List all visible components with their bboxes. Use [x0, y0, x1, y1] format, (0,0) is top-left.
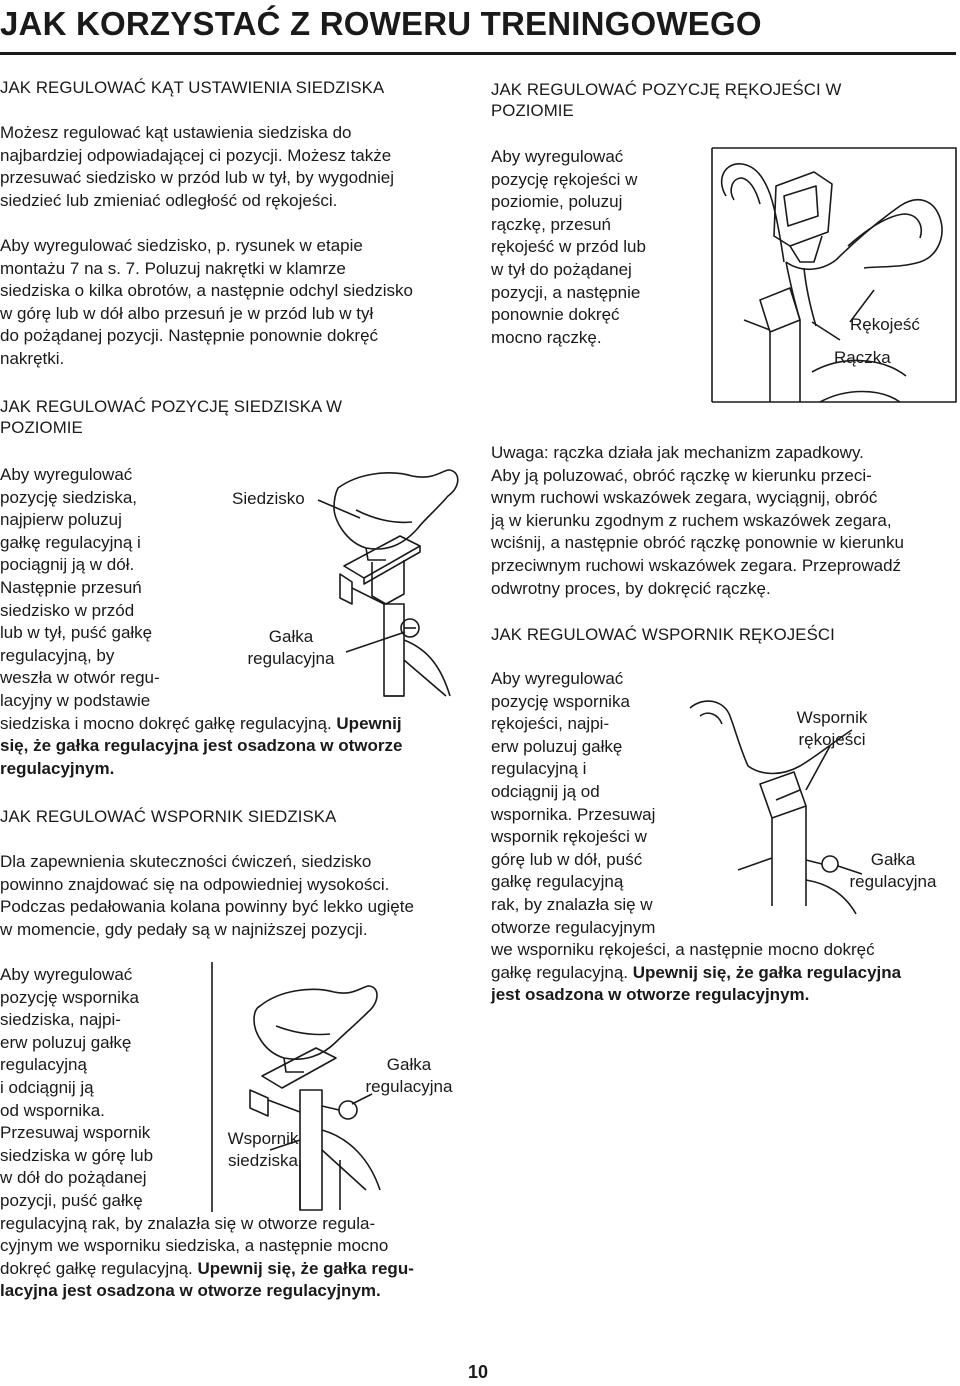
heading-line: POZIOMIE	[0, 418, 83, 437]
text-line: pociągnij ją w dół.	[0, 555, 135, 575]
text-line: lacyjny w podstawie	[0, 690, 151, 710]
label-line: Wspornik	[796, 708, 868, 727]
text-line: najpierw poluzuj	[0, 510, 122, 530]
page-number: 10	[467, 1362, 489, 1382]
text-line: Aby ją poluzować, obróć rączkę w kierunku przeci-	[491, 465, 872, 485]
text-line: cyjnym we wsporniku siedziska, a następnie mocno	[0, 1236, 389, 1256]
label-handle: Rączka	[834, 348, 891, 367]
text-line: siedziska, najpi-	[0, 1010, 121, 1030]
text-line: pozycji, puść gałkę	[0, 1190, 143, 1210]
text-line: weszła w otwór regu-	[0, 668, 160, 688]
seat-angle-heading: JAK REGULOWAĆ KĄT USTAWIENIA SIEDZISKA	[0, 78, 385, 97]
text-line: Aby wyregulować siedzisko, p. rysunek w etapie	[0, 236, 363, 255]
label-line: regulacyjna	[365, 1077, 453, 1096]
text-line: siedzisko w przód	[0, 600, 135, 620]
text-line: rękojeści, najpi-	[491, 714, 610, 734]
text-line: Uwaga: rączka działa jak mechanizm zapadkowy.	[491, 443, 864, 462]
label-line: regulacyjna	[849, 872, 937, 891]
text-line: Dla zapewnienia skuteczności ćwiczeń, siedzisko	[0, 852, 372, 871]
bold-text: jest osadzona w otworze regulacyjnym.	[491, 985, 810, 1005]
text-line: poziomie, poluzuj	[491, 192, 623, 212]
text-line: Aby wyregulować	[0, 465, 133, 484]
text-line: Przesuwaj wspornik	[0, 1123, 151, 1143]
text-line: pozycję siedziska,	[0, 487, 138, 507]
text-line: pozycję rękojeści w	[491, 169, 638, 189]
bold-text: Upewnij się, że gałka regu-	[197, 1258, 414, 1278]
text-line: przeciwnym ruchowi wskazówek zegara. Przeprowadź	[491, 555, 902, 575]
text-line: przesuwać siedzisko w przód lub w tył, by wygodniej	[0, 168, 395, 188]
bold-text: lacyjna jest osadzona w otworze regulacyjnym.	[0, 1281, 381, 1301]
text-span: siedziska i mocno dokręć gałkę regulacyjną.	[0, 713, 332, 733]
text-line: erw poluzuj gałkę	[0, 1032, 132, 1052]
text-line: Podczas pedałowania kolana powinny być lekko ugięte	[0, 897, 414, 917]
page-title: JAK KORZYSTAĆ Z ROWERU TRENINGOWEGO	[0, 5, 762, 42]
bold-text: regulacyjnym.	[0, 758, 115, 778]
text-line: otworze regulacyjnym	[491, 917, 656, 937]
text-line: regulacyjną	[0, 1055, 87, 1075]
text-line: regulacyjną, by	[0, 645, 115, 665]
heading-line: POZIOMIE	[491, 101, 574, 120]
bold-text: się, że gałka regulacyjna jest osadzona w otworze	[0, 736, 403, 756]
text-line: Aby wyregulować	[0, 965, 133, 984]
text-line: ją w kierunku zgodnym z ruchem wskazówek zegara,	[491, 510, 892, 530]
text-line: montażu 7 na s. 7. Poluzuj nakrętki w klamrze	[0, 258, 346, 278]
text-line: górę lub w dół, puść	[491, 849, 643, 869]
text-line: w tył do pożądanej	[491, 259, 632, 279]
text-line: do pożądanej pozycji. Następnie ponownie dokręć	[0, 326, 379, 346]
text-line: wspornika. Przesuwaj	[491, 804, 656, 824]
text-line: wnym ruchowi wskazówek zegara, wyciągnij, obróć	[491, 488, 878, 508]
text-line: lub w tył, puść gałkę	[0, 623, 153, 643]
handlebar-post-heading: JAK REGULOWAĆ WSPORNIK RĘKOJEŚCI	[491, 625, 835, 644]
text-line: rączkę, przesuń	[491, 214, 611, 234]
label-line: Gałka	[870, 850, 916, 869]
text-line: gałkę regulacyjną i	[0, 532, 141, 552]
label-line: regulacyjna	[247, 649, 335, 668]
text-line: rak, by znalazła się w	[491, 894, 653, 914]
label-handlebar: Rękojeść	[850, 315, 920, 334]
bold-text: Upewnij	[336, 713, 402, 733]
text-line: wspornik rękojeści w	[491, 827, 647, 847]
text-line: nakrętki.	[0, 348, 65, 368]
text-line: siedzieć lub zmieniać odległość od rękojeści.	[0, 190, 338, 210]
text-line: Możesz regulować kąt ustawienia siedziska do	[0, 123, 352, 142]
text-line: odciągnij ją od	[491, 781, 600, 801]
text-line: Następnie przesuń	[0, 577, 142, 597]
text-line: rękojeść w przód lub	[491, 237, 646, 257]
label-line: rękojeści	[798, 730, 866, 749]
text-span: dokręć gałkę regulacyjną.	[0, 1258, 193, 1278]
label-line: Wspornik	[227, 1129, 299, 1148]
text-line: w górę lub w dół albo przesuń je w przód lub w tył	[0, 303, 374, 323]
text-line: Aby wyregulować	[491, 147, 624, 166]
heading-line: JAK REGULOWAĆ POZYCJĘ SIEDZISKA W	[0, 397, 343, 416]
text-line: w momencie, gdy pedały są w najniższej pozycji.	[0, 919, 368, 939]
text-line: siedziska w górę lub	[0, 1145, 154, 1165]
label-line: Gałka	[268, 627, 314, 646]
text-line: w dół do pożądanej	[0, 1168, 147, 1188]
text-line: pozycję wspornika	[491, 691, 630, 711]
text-line: regulacyjną i	[491, 759, 587, 779]
text-line: Aby wyregulować	[491, 669, 624, 688]
label-line: siedziska	[228, 1151, 298, 1170]
text-line: gałkę regulacyjną	[491, 872, 624, 892]
text-line: powinno znajdować się na odpowiedniej wysokości.	[0, 874, 390, 894]
text-line: najbardziej odpowiadającej ci pozycji. Możesz także	[0, 145, 392, 165]
text-line: ponownie dokręć	[491, 305, 620, 325]
text-line: odwrotny proces, by dokręcić rączkę.	[491, 578, 771, 598]
text-line: siedziska o kilka obrotów, a następnie odchyl siedzisko	[0, 281, 413, 301]
bold-text: Upewnij się, że gałka regulacyjna	[632, 962, 902, 982]
label-line: Gałka	[386, 1055, 432, 1074]
text-line: pozycji, a następnie	[491, 282, 641, 302]
text-line: erw poluzuj gałkę	[491, 736, 623, 756]
text-line: wciśnij, a następnie obróć rączkę ponownie w kierunku	[491, 533, 904, 553]
text-line: regulacyjną rak, by znalazła się w otworze regula-	[0, 1213, 376, 1233]
text-line: mocno rączkę.	[491, 327, 602, 347]
text-line: i odciągnij ją	[0, 1077, 94, 1097]
text-line: pozycję wspornika	[0, 987, 139, 1007]
label-seat: Siedzisko	[232, 489, 305, 508]
heading-line: JAK REGULOWAĆ POZYCJĘ RĘKOJEŚCI W	[491, 80, 842, 99]
text-line: od wspornika.	[0, 1100, 105, 1120]
seat-post-heading: JAK REGULOWAĆ WSPORNIK SIEDZISKA	[0, 807, 337, 826]
text-line: we wsporniku rękojeści, a następnie mocno dokręć	[491, 940, 875, 960]
text-span: gałkę regulacyjną.	[491, 962, 629, 982]
